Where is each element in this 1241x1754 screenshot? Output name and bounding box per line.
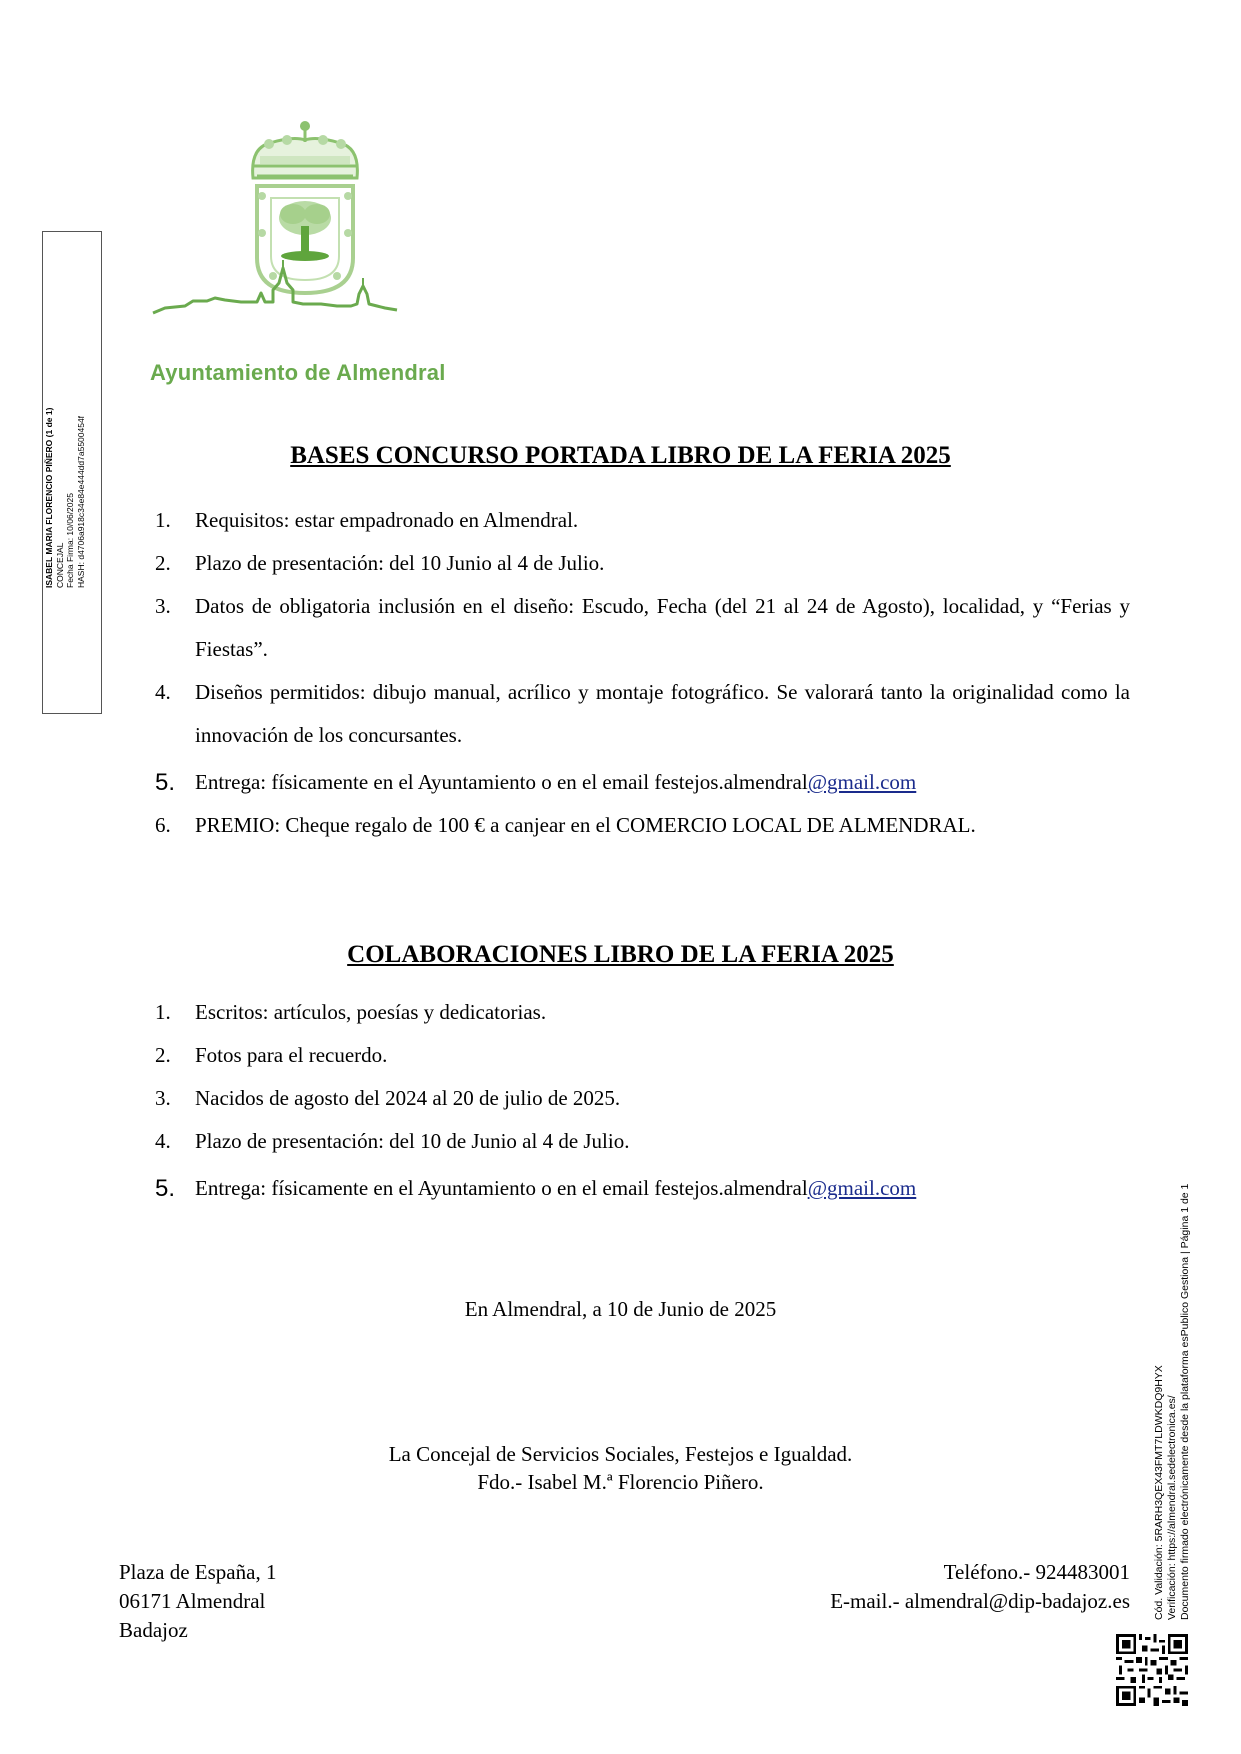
email-link[interactable]: @gmail.com: [807, 1176, 917, 1200]
list-number: 6.: [155, 813, 171, 837]
list-text: Entrega: físicamente en el Ayuntamiento o en el email festejos.almendral: [195, 770, 808, 794]
bases-list: [155, 499, 1130, 847]
list-item: [155, 991, 1130, 1034]
municipal-coat-of-arms-logo: [145, 118, 465, 393]
phone-line: Teléfono.- 924483001: [943, 1560, 1130, 1584]
email-line: E-mail.- almendral@dip-badajoz.es: [830, 1589, 1130, 1613]
signature-stamp-line: HASH: d4706a918c34e84e444dd7a5500454f: [75, 415, 86, 588]
verification-text: [1153, 1080, 1192, 1620]
list-text: Entrega: físicamente en el Ayuntamiento o en el email festejos.almendral: [195, 1176, 808, 1200]
list-number: 4.: [155, 1129, 171, 1153]
signature-stamp-line: CONCEJAL: [54, 542, 65, 588]
footer-contact: [830, 1558, 1130, 1616]
list-text: Plazo de presentación: del 10 Junio al 4 de Julio.: [195, 551, 605, 575]
verification-line: Verificación: https://almendral.sedelectronica.es/: [1166, 1395, 1178, 1620]
list-item: [155, 1120, 1130, 1163]
list-number: 3.: [155, 1086, 171, 1110]
list-item: [155, 1167, 1130, 1210]
section-title-bases: BASES CONCURSO PORTADA LIBRO DE LA FERIA 2025: [290, 442, 951, 469]
list-number: 5.: [155, 769, 176, 796]
list-item: [155, 1077, 1130, 1120]
list-text: Plazo de presentación: del 10 de Junio al 4 de Julio.: [195, 1129, 630, 1153]
list-text: Fotos para el recuerdo.: [195, 1043, 388, 1067]
logo-caption: Ayuntamiento de Almendral: [150, 360, 446, 385]
list-text: Datos de obligatoria inclusión en el diseño: Escudo, Fecha (del 21 al 24 de Agosto), localidad, y “Ferias y Fiestas”.: [195, 594, 1130, 661]
verification-line: Documento firmado electrónicamente desde la plataforma esPublico Gestiona | Página 1 de 1: [1179, 1183, 1191, 1620]
list-number: 5.: [155, 1175, 176, 1202]
signature-role: La Concejal de Servicios Sociales, Festejos e Igualdad.: [388, 1442, 853, 1466]
signature-block: [0, 1440, 1241, 1496]
list-text: PREMIO: Cheque regalo de 100 € a canjear en el COMERCIO LOCAL DE ALMENDRAL.: [195, 813, 976, 837]
list-number: 4.: [155, 680, 171, 704]
list-item: [155, 499, 1130, 542]
list-number: 1.: [155, 1000, 171, 1024]
footer-address: [119, 1558, 276, 1645]
list-item: [155, 585, 1130, 671]
list-number: 2.: [155, 1043, 171, 1067]
list-item: [155, 542, 1130, 585]
address-line: 06171 Almendral: [119, 1589, 266, 1613]
colaboraciones-list: [155, 991, 1130, 1210]
list-number: 1.: [155, 508, 171, 532]
signature-stamp-text: [44, 288, 86, 588]
address-line: Plaza de España, 1: [119, 1560, 277, 1584]
address-line: Badajoz: [119, 1618, 188, 1642]
list-number: 2.: [155, 551, 171, 575]
list-item: [155, 671, 1130, 757]
email-link[interactable]: @gmail.com: [807, 770, 917, 794]
list-item: [155, 761, 1130, 804]
list-number: 3.: [155, 594, 171, 618]
signature-stamp-line: Fecha Firma: 10/06/2025: [65, 493, 75, 588]
list-text: Escritos: artículos, poesías y dedicatorias.: [195, 1000, 547, 1024]
date-line: En Almendral, a 10 de Junio de 2025: [464, 1297, 777, 1321]
qr-code-icon: [1116, 1634, 1188, 1706]
list-text: Diseños permitidos: dibujo manual, acrílico y montaje fotográfico. Se valorará tanto la originalidad como la innovación de los concursantes.: [195, 680, 1130, 747]
signature-name: Fdo.- Isabel M.ª Florencio Piñero.: [477, 1470, 764, 1494]
list-text: Requisitos: estar empadronado en Almendral.: [195, 508, 579, 532]
signature-stamp-line: ISABEL MARIA FLORENCIO PIÑERO (1 de 1): [44, 407, 54, 588]
section-title-colaboraciones: COLABORACIONES LIBRO DE LA FERIA 2025: [347, 941, 894, 968]
list-item: [155, 1034, 1130, 1077]
list-text: Nacidos de agosto del 2024 al 20 de julio de 2025.: [195, 1086, 621, 1110]
list-item: [155, 804, 1130, 847]
verification-line: Cód. Validación: 5RARH3QEX43FMT7LDWKDQ9HYX: [1153, 1365, 1165, 1620]
